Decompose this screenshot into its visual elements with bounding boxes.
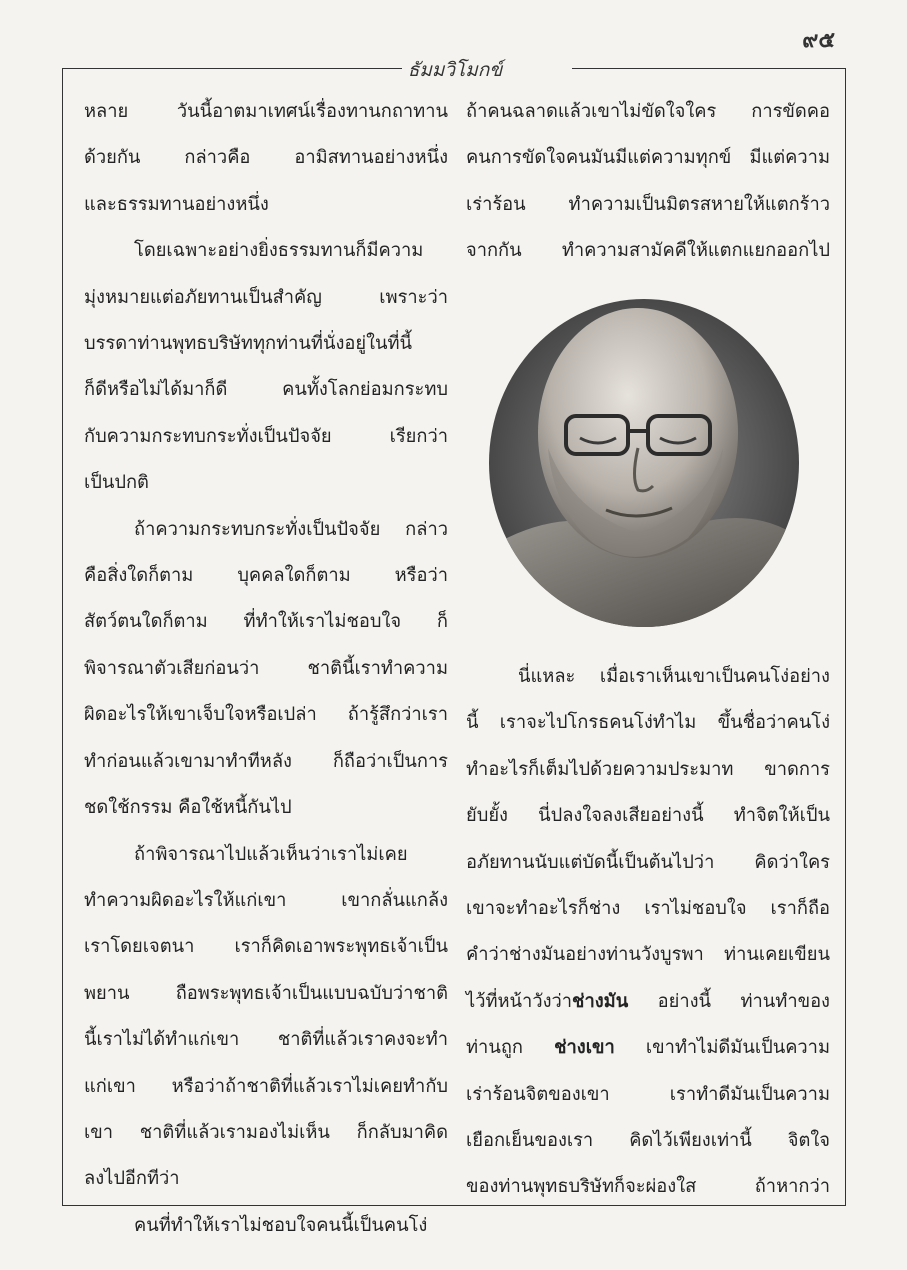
text-line: กับความกระทบกระทั่งเป็นปัจจัย เรียกว่า xyxy=(84,425,448,447)
text-line: และธรรมทานอย่างหนึ่ง xyxy=(84,193,269,215)
bold-phrase: ช่างเขา xyxy=(554,1037,615,1059)
text-line: นี่แหละ เมื่อเราเห็นเขาเป็นคนโง่อย่าง xyxy=(518,666,830,687)
text-line: คนที่ทำให้เราไม่ชอบใจคนนี้เป็นคนโง่ xyxy=(134,1214,428,1236)
text-line: นี้ เราจะไปโกรธคนโง่ทำไม ขึ้นชื่อว่าคนโง่ xyxy=(466,712,830,734)
text-line: นี้เราไม่ได้ทำแก่เขา ชาติที่แล้วเราคงจะทำ xyxy=(84,1029,448,1051)
text-line: ถ้าคนฉลาดแล้วเขาไม่ขัดใจใคร การขัดคอ xyxy=(466,101,830,122)
text-line: ของท่านพุทธบริษัทก็จะผ่องใส ถ้าหากว่า xyxy=(466,1176,830,1198)
text-line: สัตว์ตนใดก็ตาม ที่ทำให้เราไม่ชอบใจ ก็ xyxy=(84,611,448,633)
text-line: โดยเฉพาะอย่างยิ่งธรรมทานก็มีความ xyxy=(134,240,424,262)
text-line: ด้วยกัน กล่าวคือ อามิสทานอย่างหนึ่ง xyxy=(84,147,448,169)
text-line: ทำอะไรก็เต็มไปด้วยความประมาท ขาดการ xyxy=(466,758,830,780)
text-line: ถ้าความกระทบกระทั่งเป็นปัจจัย กล่าว xyxy=(134,518,448,540)
text-line: ชดใช้กรรม คือใช้หนี้กันไป xyxy=(84,797,292,819)
text-line: เขาจะทำอะไรก็ช่าง เราไม่ชอบใจ เราก็ถือ xyxy=(466,898,830,920)
text-line: คำว่าช่างมันอย่างท่านวังบูรพา ท่านเคยเขียน xyxy=(466,944,830,966)
text-line: อภัยทานนับแต่บัดนี้เป็นต้นไปว่า คิดว่าใคร xyxy=(466,851,830,873)
text-line: เขา ชาติที่แล้วเรามองไม่เห็น ก็กลับมาคิด xyxy=(84,1121,448,1143)
text-line: เร่าร้อน ทำความเป็นมิตรสหายให้แตกร้าว xyxy=(466,193,830,215)
text-line: หลาย วันนี้อาตมาเทศน์เรื่องทานกถาทาน xyxy=(84,101,448,122)
bold-phrase: ช่างมัน xyxy=(572,990,629,1012)
text-line: ลงไปอีกทีว่า xyxy=(84,1168,180,1190)
text-line: ทำก่อนแล้วเขามาทำทีหลัง ก็ถือว่าเป็นการ xyxy=(84,750,448,772)
text-line: เราโดยเจตนา เราก็คิดเอาพระพุทธเจ้าเป็น xyxy=(84,936,448,958)
left-column xyxy=(84,89,448,1249)
text-fragment: อย่างนี้ ท่านทำของ xyxy=(628,990,830,1012)
text-line: เป็นปกติ xyxy=(84,472,149,494)
text-line: พิจารณาตัวเสียก่อนว่า ชาตินี้เราทำความ xyxy=(84,657,448,679)
right-column-top xyxy=(466,89,830,275)
text-line: พยาน ถือพระพุทธเจ้าเป็นแบบฉบับว่าชาติ xyxy=(84,982,448,1004)
text-line: คนการขัดใจคนมันมีแต่ความทุกข์ มีแต่ความ xyxy=(466,147,830,169)
text-line: คือสิ่งใดก็ตาม บุคคลใดก็ตาม หรือว่า xyxy=(84,565,448,587)
right-column-bottom xyxy=(466,654,830,1211)
text-line: แก่เขา หรือว่าถ้าชาติที่แล้วเราไม่เคยทำกับ xyxy=(84,1075,448,1097)
text-line: ทำความผิดอะไรให้แก่เขา เขากลั่นแกล้ง xyxy=(84,889,448,911)
text-line: มุ่งหมายแต่อภัยทานเป็นสำคัญ เพราะว่า xyxy=(84,286,448,308)
page-number: ๙๕ xyxy=(802,27,835,53)
text-line: เยือกเย็นของเรา คิดไว้เพียงเท่านี้ จิตใจ xyxy=(466,1130,830,1152)
running-head: ธัมมวิโมกข์ xyxy=(407,59,503,81)
text-line: บรรดาท่านพุทธบริษัททุกท่านที่นั่งอยู่ในที่นี้ xyxy=(84,333,413,355)
text-line: ถ้าพิจารณาไปแล้วเห็นว่าเราไม่เคย xyxy=(134,843,408,865)
text-fragment: ไว้ที่หน้าวังว่า xyxy=(466,990,573,1012)
text-line: จากกัน ทำความสามัคคีให้แตกแยกออกไป xyxy=(466,240,830,262)
text-fragment: เขาทำไม่ดีมันเป็นความ xyxy=(614,1037,831,1059)
text-fragment: ท่านถูก xyxy=(466,1037,555,1059)
text-line: เร่าร้อนจิตของเขา เราทำดีมันเป็นความ xyxy=(466,1083,830,1105)
text-line: ก็ดีหรือไม่ได้มาก็ดี คนทั้งโลกย่อมกระทบ xyxy=(84,379,448,401)
text-line: ยับยั้ง นี่ปลงใจลงเสียอย่างนี้ ทำจิตให้เป็น xyxy=(466,805,830,827)
monk-portrait-icon xyxy=(488,298,800,628)
text-line: ผิดอะไรให้เขาเจ็บใจหรือเปล่า ถ้ารู้สึกว่าเรา xyxy=(84,704,448,726)
text-line xyxy=(466,1025,830,1071)
text-line xyxy=(466,979,830,1025)
